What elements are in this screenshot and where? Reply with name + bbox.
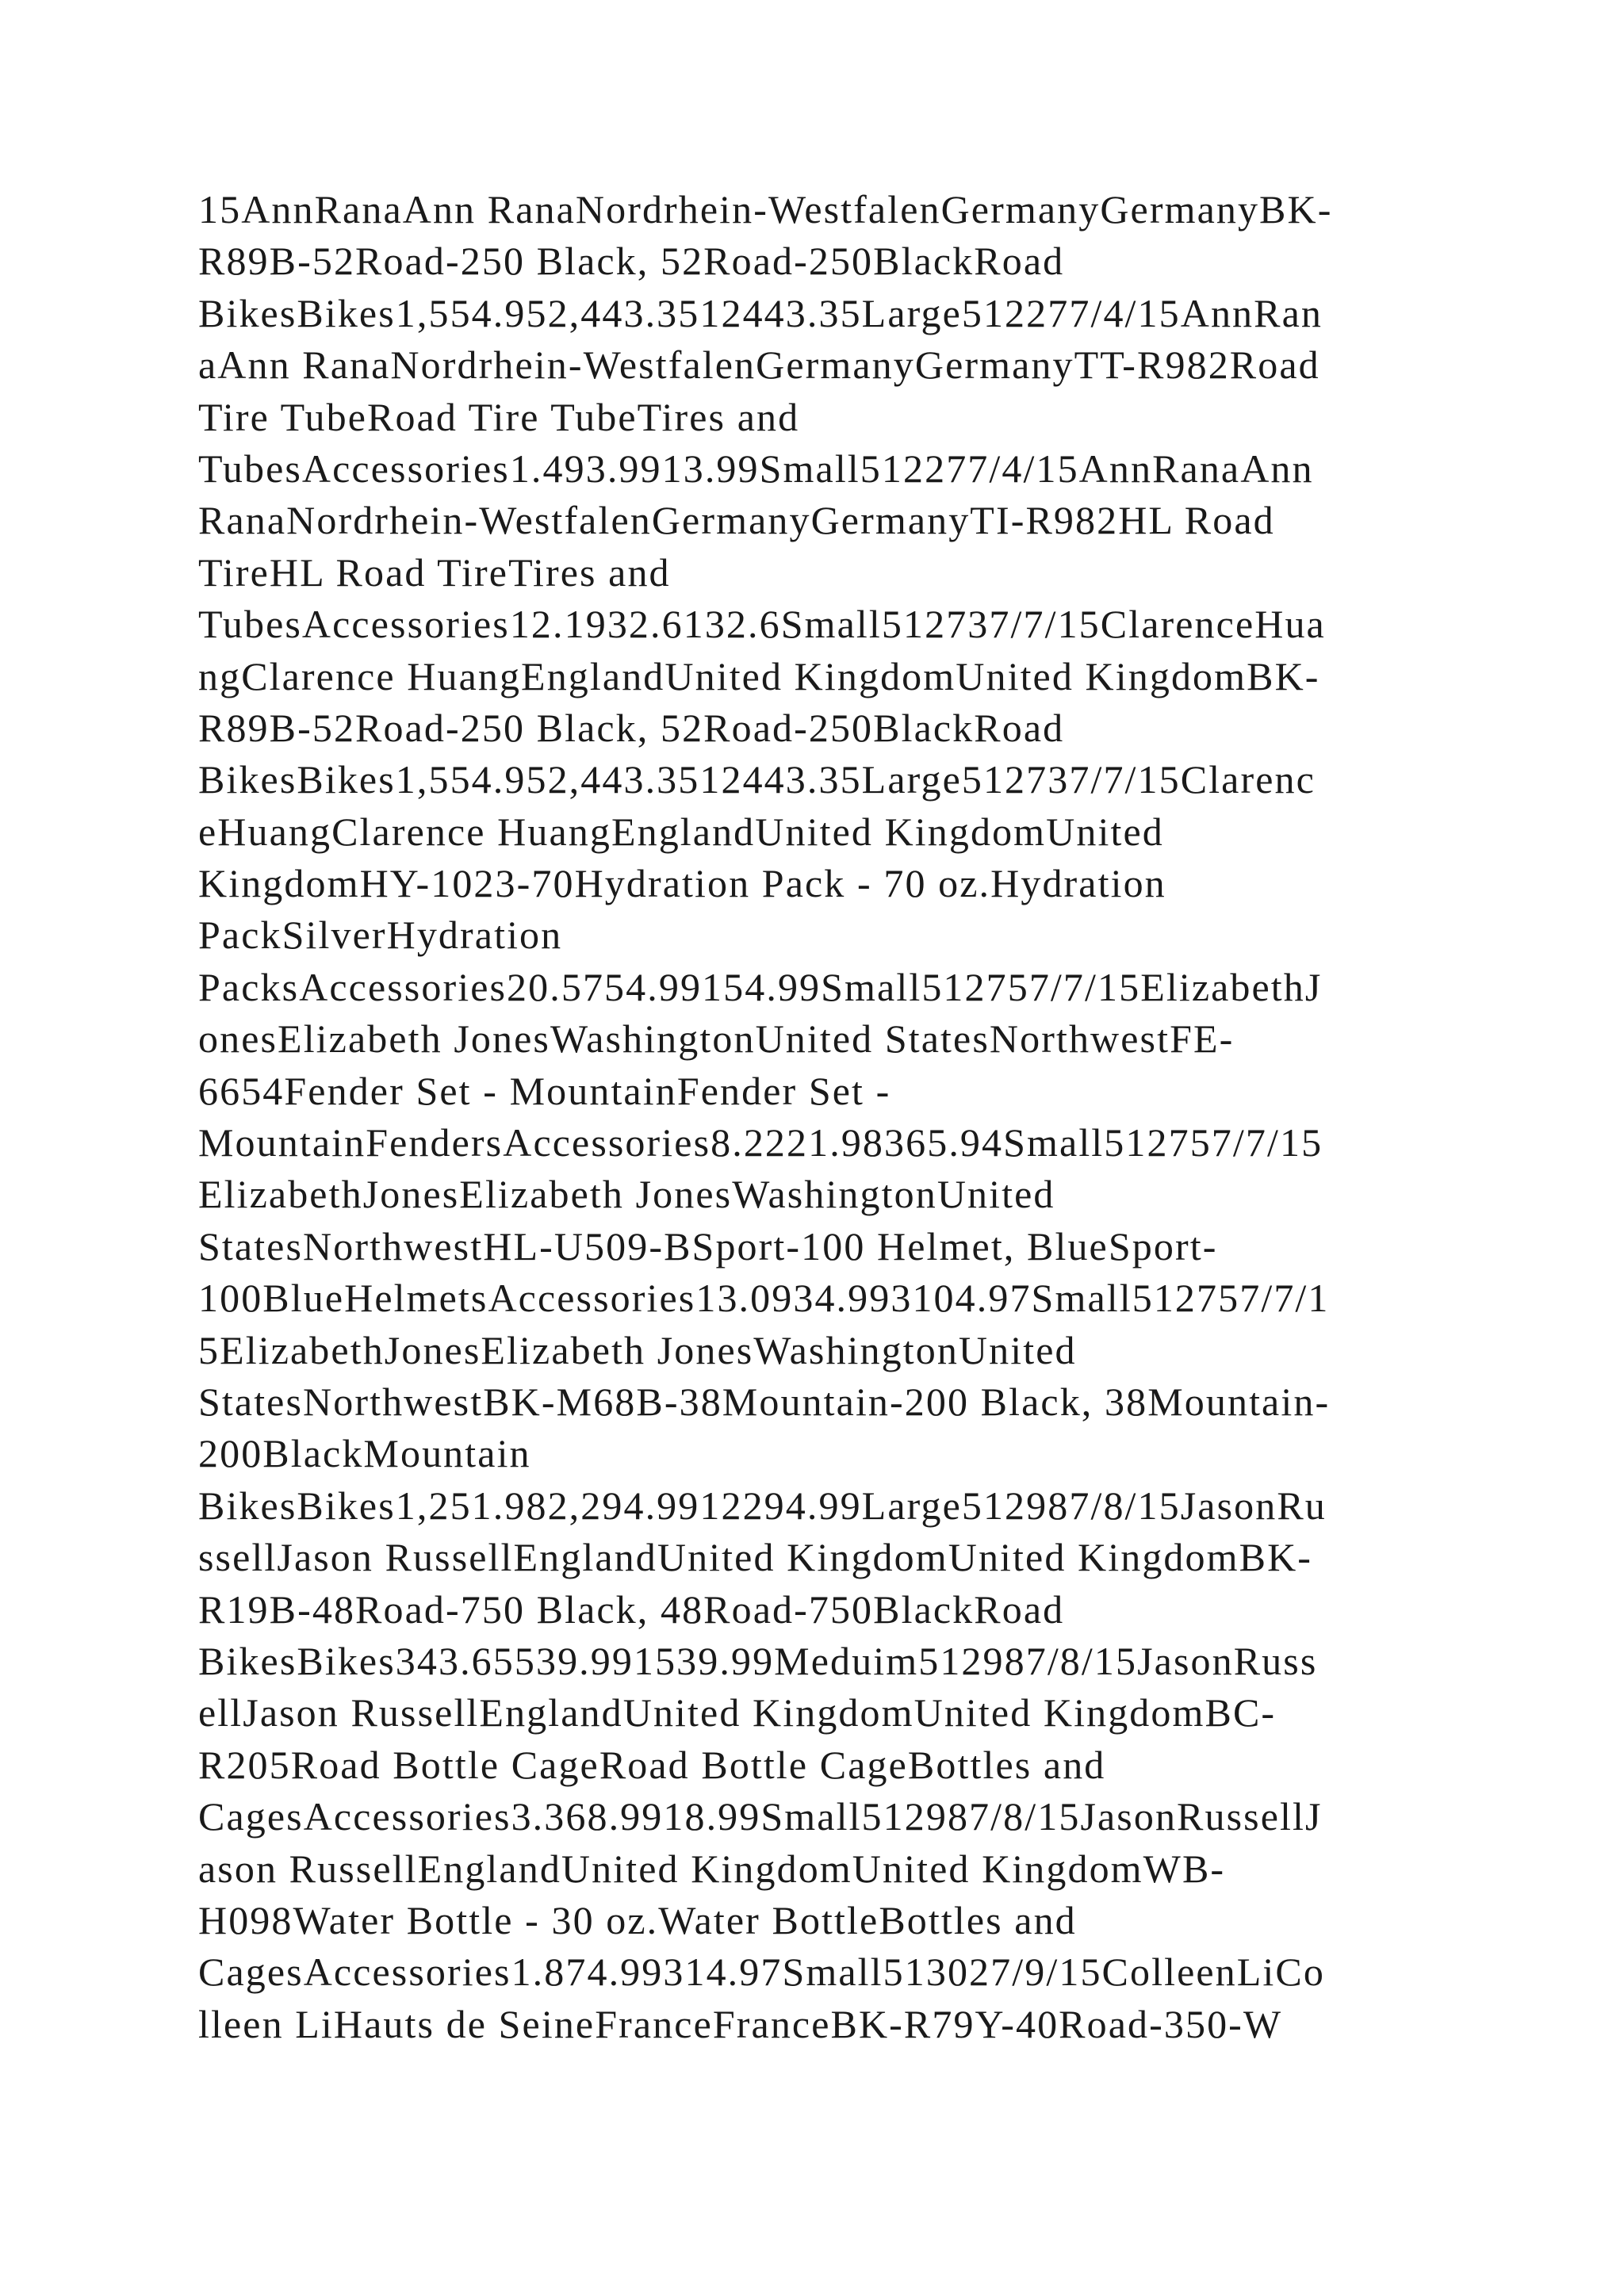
text-line: TubesAccessories12.1932.6132.6Small512737/7/15ClarenceHua	[198, 602, 1326, 647]
text-line: ElizabethJonesElizabeth JonesWashingtonUnited	[198, 1172, 1055, 1217]
text-line: lleen LiHauts de SeineFranceFranceBK-R79Y-40Road-350-W	[198, 2001, 1283, 2046]
text-line: ssellJason RussellEnglandUnited KingdomUnited KingdomBK-	[198, 1535, 1313, 1580]
text-line: KingdomHY-1023-70Hydration Pack - 70 oz.Hydration	[198, 861, 1166, 906]
text-line: R205Road Bottle CageRoad Bottle CageBottles and	[198, 1742, 1106, 1787]
text-line: ason RussellEnglandUnited KingdomUnited KingdomWB-	[198, 1846, 1226, 1891]
text-line: StatesNorthwestHL-U509-BSport-100 Helmet, BlueSport-	[198, 1223, 1218, 1269]
text-line: BikesBikes1,554.952,443.3512443.35Large512277/4/15AnnRan	[198, 290, 1323, 335]
text-line: ellJason RussellEnglandUnited KingdomUnited KingdomBC-	[198, 1690, 1277, 1735]
text-line: CagesAccessories3.368.9918.99Small512987/8/15JasonRussellJ	[198, 1794, 1323, 1839]
text-line: 5ElizabethJonesElizabeth JonesWashingtonUnited	[198, 1327, 1077, 1372]
text-line: MountainFendersAccessories8.2221.98365.94Small512757/7/15	[198, 1120, 1323, 1165]
text-line: BikesBikes1,554.952,443.3512443.35Large512737/7/15Clarenc	[198, 757, 1316, 802]
text-line: Tire TubeRoad Tire TubeTires and	[198, 394, 800, 439]
text-line: onesElizabeth JonesWashingtonUnited StatesNorthwestFE-	[198, 1016, 1235, 1062]
text-line: PacksAccessories20.5754.99154.99Small512757/7/15ElizabethJ	[198, 964, 1323, 1009]
text-line: R89B-52Road-250 Black, 52Road-250BlackRoad	[198, 239, 1065, 284]
text-line: CagesAccessories1.874.99314.97Small513027/9/15ColleenLiCo	[198, 1950, 1325, 1995]
text-line: 100BlueHelmetsAccessories13.0934.993104.97Small512757/7/1	[198, 1276, 1330, 1321]
text-line: TubesAccessories1.493.9913.99Small512277/4/15AnnRanaAnn	[198, 446, 1314, 491]
text-line: TireHL Road TireTires and	[198, 549, 671, 595]
text-line: 15AnnRanaAnn RanaNordrhein-WestfalenGermanyGermanyBK-	[198, 187, 1333, 232]
text-line: BikesBikes1,251.982,294.9912294.99Large512987/8/15JasonRu	[198, 1483, 1327, 1528]
text-line: ngClarence HuangEnglandUnited KingdomUnited KingdomBK-	[198, 653, 1320, 698]
text-line: eHuangClarence HuangEnglandUnited KingdomUnited	[198, 809, 1164, 854]
text-line: BikesBikes343.65539.991539.99Meduim512987/8/15JasonRuss	[198, 1638, 1318, 1683]
text-line: R19B-48Road-750 Black, 48Road-750BlackRoad	[198, 1586, 1065, 1632]
document-body-text	[198, 184, 1435, 2050]
text-line: aAnn RanaNordrhein-WestfalenGermanyGermanyTT-R982Road	[198, 342, 1320, 388]
text-line: H098Water Bottle - 30 oz.Water BottleBottles and	[198, 1897, 1077, 1942]
text-line: StatesNorthwestBK-M68B-38Mountain-200 Black, 38Mountain-	[198, 1379, 1331, 1424]
text-line: 200BlackMountain	[198, 1431, 531, 1476]
text-line: PackSilverHydration	[198, 913, 563, 958]
text-line: RanaNordrhein-WestfalenGermanyGermanyTI-R982HL Road	[198, 498, 1275, 543]
text-line: R89B-52Road-250 Black, 52Road-250BlackRoad	[198, 705, 1065, 750]
text-line: 6654Fender Set - MountainFender Set -	[198, 1068, 891, 1113]
